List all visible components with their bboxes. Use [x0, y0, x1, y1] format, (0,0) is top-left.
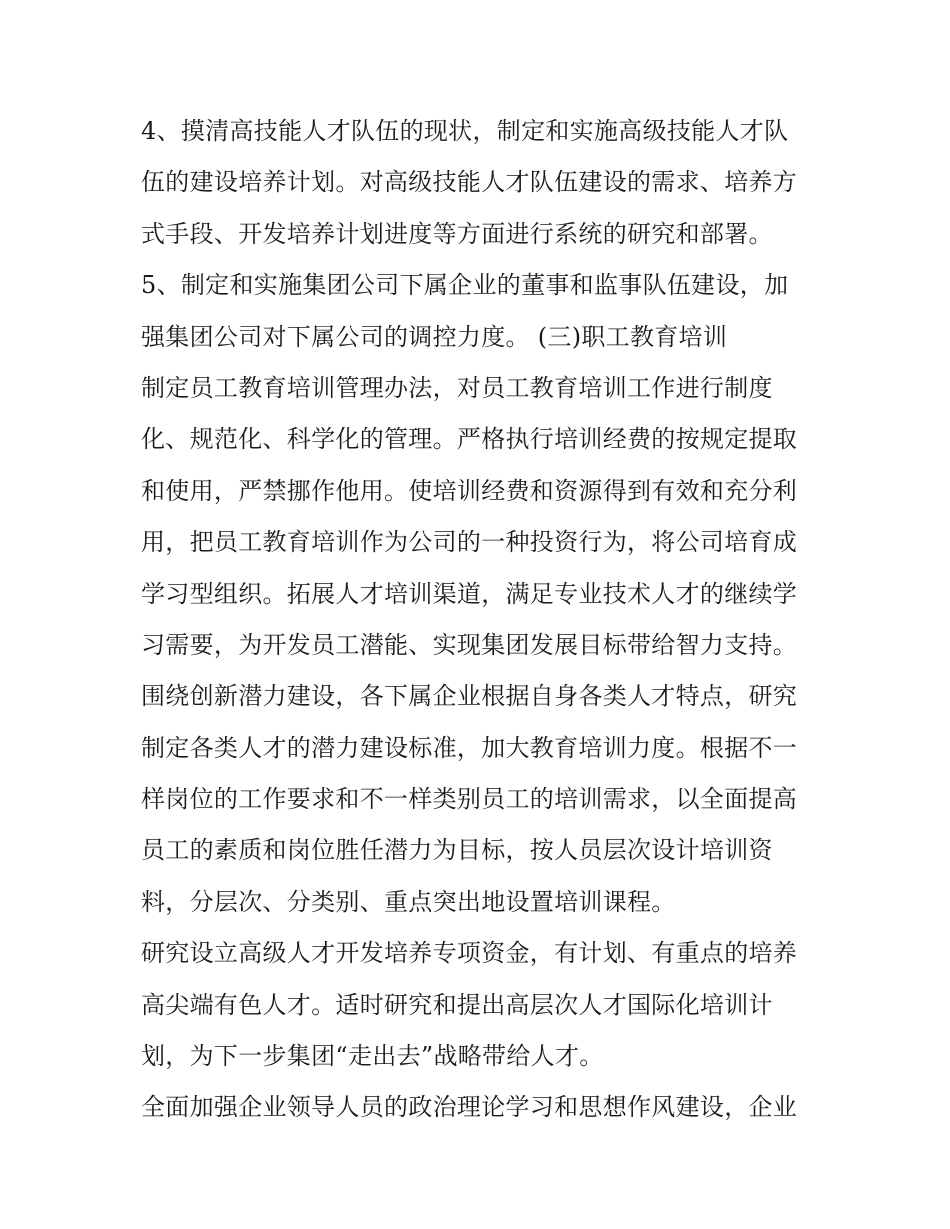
text-line: 用，把员工教育培训作为公司的一种投资行为，将公司培育成	[141, 528, 798, 557]
text-line: 和使用，严禁挪作他用。使培训经费和资源得到有效和充分利	[141, 476, 798, 505]
text-line: 样岗位的工作要求和不一样类别员工的培训需求，以全面提高	[141, 785, 798, 814]
text-line: 划，为下一步集团“走出去”战略带给人才。	[141, 1042, 604, 1071]
text-line: 围绕创新潜力建设，各下属企业根据自身各类人才特点，研究	[141, 682, 798, 711]
text-line: 式手段、开发培养计划进度等方面进行系统的研究和部署。	[141, 219, 773, 248]
text-line: 研究设立高级人才开发培养专项资金，有计划、有重点的培养	[141, 939, 798, 968]
text-line: 高尖端有色人才。适时研究和提出高层次人才国际化培训计	[141, 990, 773, 1019]
text-line: 全面加强企业领导人员的政治理论学习和思想作风建设，企业	[141, 1093, 798, 1122]
document-body	[141, 112, 821, 1140]
text-line: 强集团公司对下属公司的调控力度。 (三)职工教育培训	[141, 322, 728, 351]
text-line: 化、规范化、科学化的管理。严格执行培训经费的按规定提取	[141, 425, 798, 454]
text-line: 制定各类人才的潜力建设标准，加大教育培训力度。根据不一	[141, 733, 798, 762]
text-line: 4、摸清高技能人才队伍的现状，制定和实施高级技能人才队	[141, 117, 789, 145]
text-line: 习需要，为开发员工潜能、实现集团发展目标带给智力支持。	[141, 630, 798, 659]
text-line: 学习型组织。拓展人才培训渠道，满足专业技术人才的继续学	[141, 579, 798, 608]
text-line: 员工的素质和岗位胜任潜力为目标，按人员层次设计培训资	[141, 836, 773, 865]
text-line: 料，分层次、分类别、重点突出地设置培训课程。	[141, 887, 676, 916]
text-line: 伍的建设培养计划。对高级技能人才队伍建设的需求、培养方	[141, 168, 798, 197]
text-line: 制定员工教育培训管理办法，对员工教育培训工作进行制度	[141, 373, 773, 402]
text-line: 5、制定和实施集团公司下属企业的董事和监事队伍建设，加	[141, 271, 789, 300]
